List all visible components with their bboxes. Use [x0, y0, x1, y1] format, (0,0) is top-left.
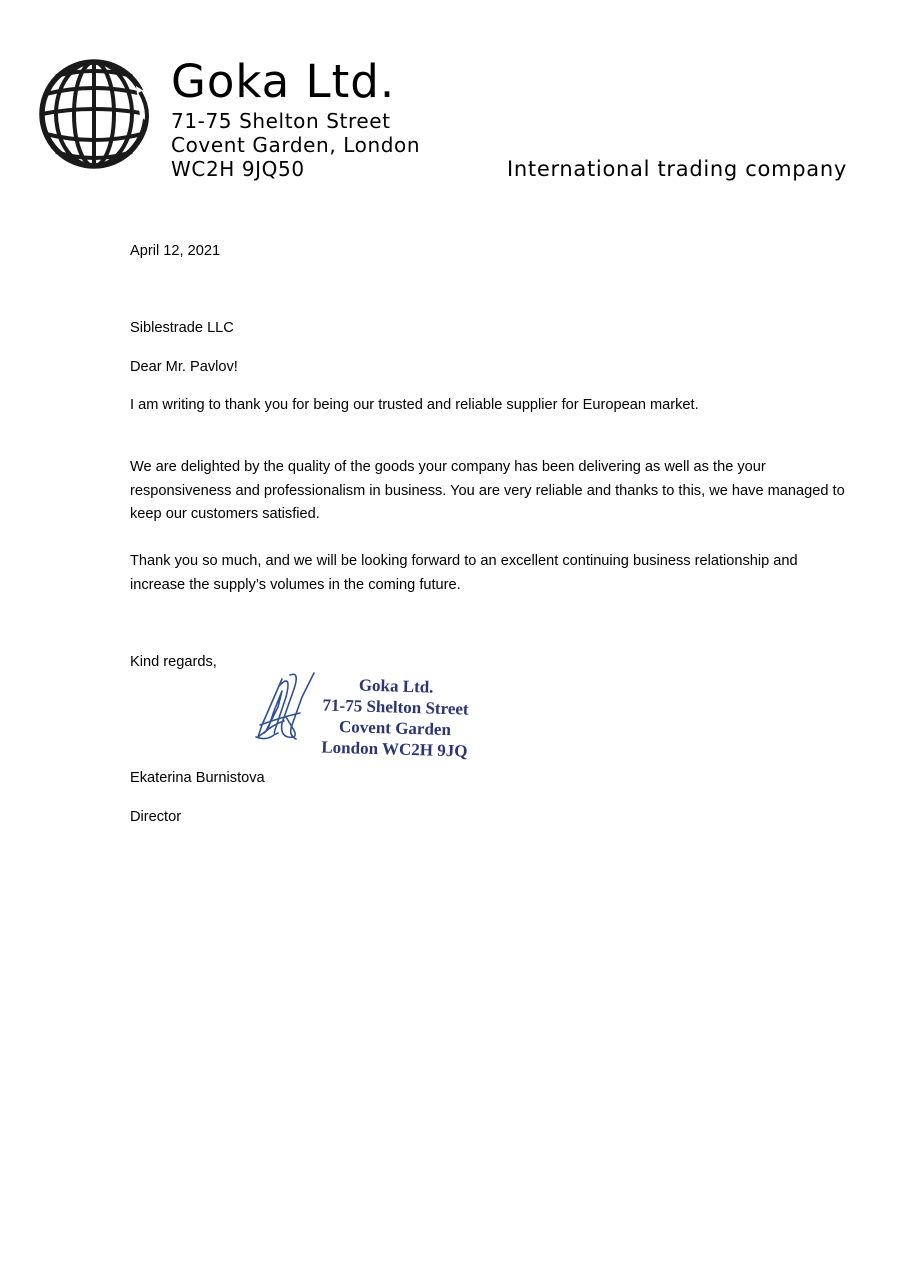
salutation: Dear Mr. Pavlov!: [130, 359, 238, 375]
address-line-street: 71-75 Shelton Street: [171, 109, 391, 133]
signer-name: Ekaterina Burnistova: [130, 770, 265, 786]
company-stamp: [302, 673, 489, 762]
stamp-line-street: 71-75 Shelton Street: [322, 695, 469, 719]
address-line-postcode: WC2H 9JQ50: [171, 157, 305, 181]
stamp-line-city: London WC2H 9JQ: [321, 737, 468, 761]
stamp-line-company: Goka Ltd.: [358, 675, 434, 697]
stamp-line-district: Covent Garden: [338, 717, 452, 740]
letter-date: April 12, 2021: [130, 243, 221, 259]
body-paragraph-1: I am writing to thank you for being our trusted and reliable supplier for European market.: [130, 397, 699, 413]
signer-title: Director: [130, 809, 182, 825]
address-line-district: Covent Garden, London: [171, 133, 421, 157]
company-name: Goka Ltd.: [171, 55, 396, 108]
body-paragraph-3: Thank you so much, and we will be looking forward to an excellent continuing business relationship and increase the supply’s volumes in the coming future.: [130, 553, 798, 593]
letterhead: [0, 0, 905, 200]
closing: Kind regards,: [130, 654, 217, 670]
company-tagline: International trading company: [506, 157, 847, 181]
recipient: Siblestrade LLC: [130, 320, 234, 336]
body-paragraph-2: We are delighted by the quality of the goods your company has been delivering as well as the your responsiveness and professionalism in business. You are very reliable and thanks to this, we have managed to keep our customers satisfied.: [130, 459, 845, 522]
globe-icon: [36, 56, 152, 172]
signature-and-stamp: [252, 667, 497, 763]
